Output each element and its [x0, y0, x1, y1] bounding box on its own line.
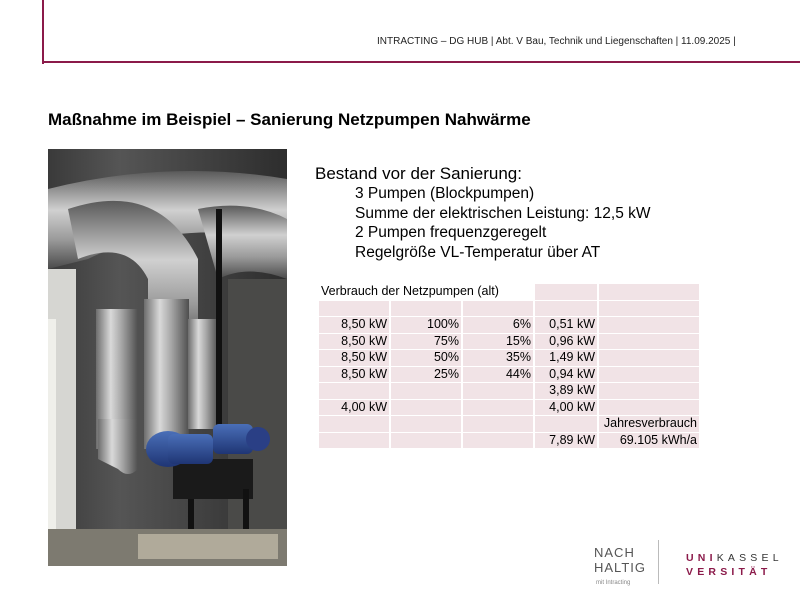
table-cell: 4,00 kW [535, 400, 597, 416]
intro-block [315, 164, 651, 262]
table-cell: 8,50 kW [319, 350, 389, 366]
table-cell [319, 433, 389, 449]
table-row [319, 317, 699, 333]
table-cell [599, 350, 699, 366]
intro-line: Summe der elektrischen Leistung: 12,5 kW [355, 204, 651, 222]
pump-consumption-table [317, 283, 701, 449]
table-cell [599, 301, 699, 317]
table-cell: 15% [463, 334, 533, 350]
table-row [319, 350, 699, 366]
logo-text-mit: mit Intracting [596, 580, 631, 586]
table-cell: 3,89 kW [535, 383, 597, 399]
table-cell [319, 383, 389, 399]
header-frame-left [42, 0, 44, 64]
table-cell: 0,94 kW [535, 367, 597, 383]
table-cell: 75% [391, 334, 461, 350]
table-cell: 35% [463, 350, 533, 366]
table-cell: 25% [391, 367, 461, 383]
intro-line: 3 Pumpen (Blockpumpen) [355, 185, 535, 202]
table-cell [463, 416, 533, 432]
header-text: INTRACTING – DG HUB | Abt. V Bau, Technik und Liegenschaften | 11.09.2025 | [377, 36, 736, 47]
table-cell [319, 416, 389, 432]
table-cell [535, 301, 597, 317]
table-cell: 6% [463, 317, 533, 333]
logo-text-uni: UNI [686, 552, 717, 564]
table-cell: 7,89 kW [535, 433, 597, 449]
table-cell [463, 383, 533, 399]
table-cell [391, 433, 461, 449]
table-cell: 69.105 kWh/a [599, 433, 699, 449]
table-cell: 8,50 kW [319, 317, 389, 333]
table-title: Verbrauch der Netzpumpen (alt) [319, 284, 533, 300]
table-cell [319, 301, 389, 317]
slide-title: Maßnahme im Beispiel – Sanierung Netzpumpen Nahwärme [48, 110, 531, 129]
logo-text-versitat: VERSITÄT [686, 566, 772, 578]
table-cell [599, 284, 699, 300]
table-cell: 100% [391, 317, 461, 333]
header-frame-bottom [42, 61, 800, 63]
table-cell [391, 400, 461, 416]
table-row [319, 433, 699, 449]
table-row [319, 383, 699, 399]
table-cell [599, 400, 699, 416]
table-cell: 1,49 kW [535, 350, 597, 366]
table-row [319, 400, 699, 416]
table-cell [463, 400, 533, 416]
logo-text-haltig: HALTIG [594, 560, 646, 575]
table-cell [599, 367, 699, 383]
intro-line: 2 Pumpen frequenzgeregelt [355, 224, 547, 241]
table-cell: 8,50 kW [319, 334, 389, 350]
table-cell [599, 334, 699, 350]
intro-line: Regelgröße VL-Temperatur über AT [355, 243, 601, 261]
logo-text-kassel: KASSEL [716, 552, 783, 564]
nachhaltig-logo [594, 545, 646, 591]
table-row [319, 367, 699, 383]
table-cell [391, 301, 461, 317]
table-cell [391, 416, 461, 432]
table-cell [535, 284, 597, 300]
table-cell: 4,00 kW [319, 400, 389, 416]
table-row [319, 416, 699, 432]
table-cell [535, 416, 597, 432]
uni-kassel-logo [686, 551, 783, 579]
table-cell: 8,50 kW [319, 367, 389, 383]
table-cell: 44% [463, 367, 533, 383]
table-cell [391, 383, 461, 399]
table-cell [463, 301, 533, 317]
table-cell: 0,96 kW [535, 334, 597, 350]
table-row [319, 301, 699, 317]
table-cell [599, 383, 699, 399]
table-cell: 50% [391, 350, 461, 366]
table-cell: 0,51 kW [535, 317, 597, 333]
table-cell [463, 433, 533, 449]
pump-room-photo [48, 149, 287, 566]
table-cell: Jahresverbrauch [599, 416, 699, 432]
logo-text-nach: NACH [594, 545, 635, 560]
table-cell [599, 317, 699, 333]
intro-heading: Bestand vor der Sanierung: [315, 164, 522, 183]
logo-divider [658, 540, 659, 584]
table-row [319, 334, 699, 350]
